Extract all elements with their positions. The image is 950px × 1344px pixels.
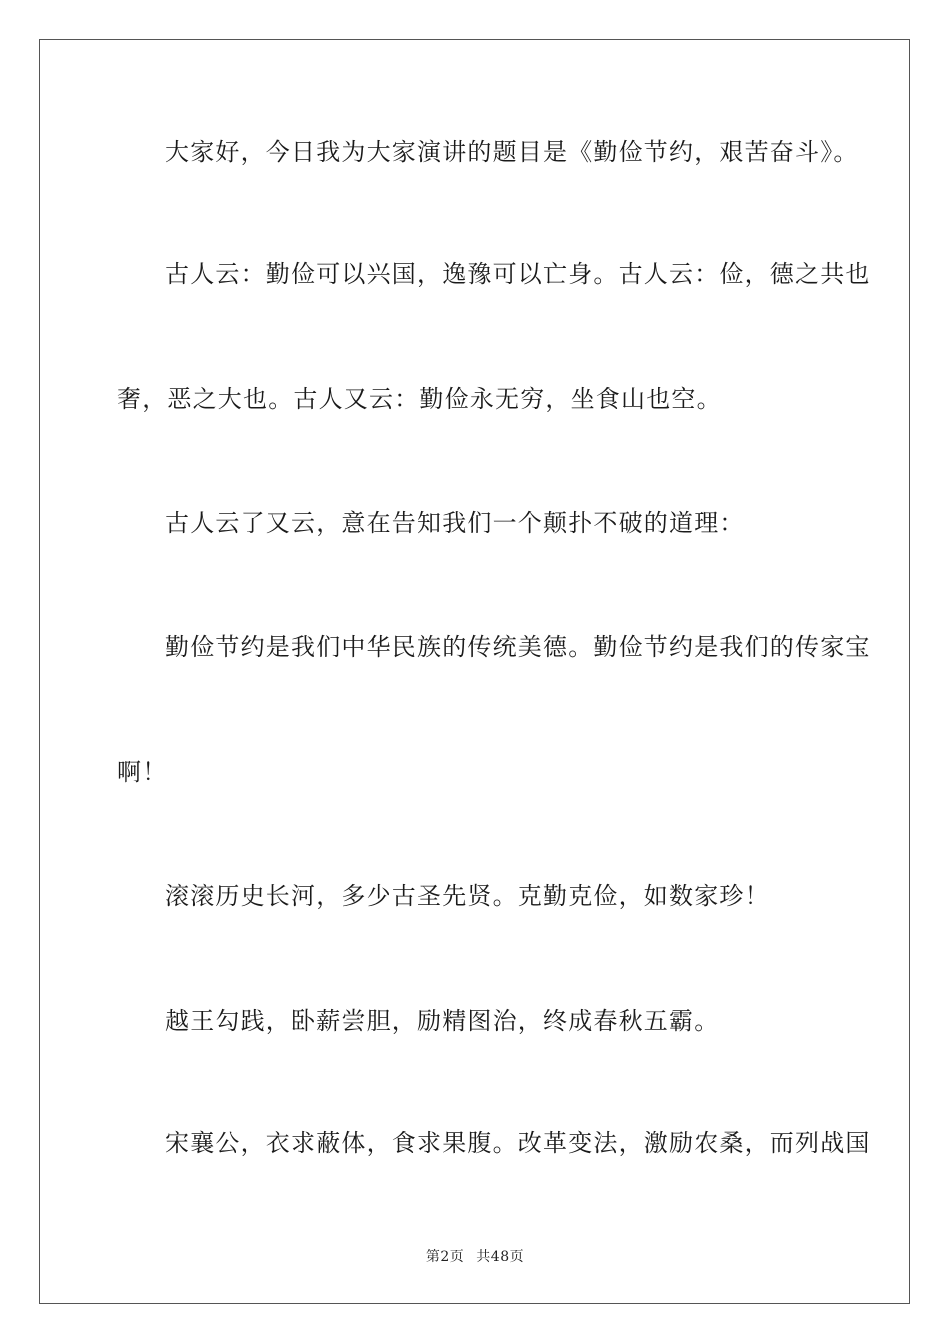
paragraph-line: 越王勾践，卧薪尝胆，励精图治，终成春秋五霸。 <box>165 1007 720 1035</box>
paragraph-line: 勤俭节约是我们中华民族的传统美德。勤俭节约是我们的传家宝 <box>165 633 871 661</box>
paragraph-line: 古人云了又云，意在告知我们一个颠扑不破的道理： <box>165 509 745 537</box>
paragraph-line: 滚滚历史长河，多少古圣先贤。克勤克俭，如数家珍！ <box>165 882 770 910</box>
paragraph-line: 啊！ <box>117 758 168 786</box>
page-border <box>39 39 910 1304</box>
paragraph-line: 宋襄公，衣求蔽体，食求果腹。改革变法，激励农桑，而列战国 <box>165 1129 871 1157</box>
paragraph-line: 古人云：勤俭可以兴国，逸豫可以亡身。古人云：俭，德之共也 <box>165 260 871 288</box>
page-footer <box>0 1248 950 1266</box>
paragraph-line: 奢，恶之大也。古人又云：勤俭永无穷，坐食山也空。 <box>117 385 722 413</box>
page-number: 第2页 <box>425 1249 465 1265</box>
page-total: 共48页 <box>476 1249 525 1265</box>
paragraph-line: 大家好，今日我为大家演讲的题目是《勤俭节约，艰苦奋斗》。 <box>165 138 859 166</box>
